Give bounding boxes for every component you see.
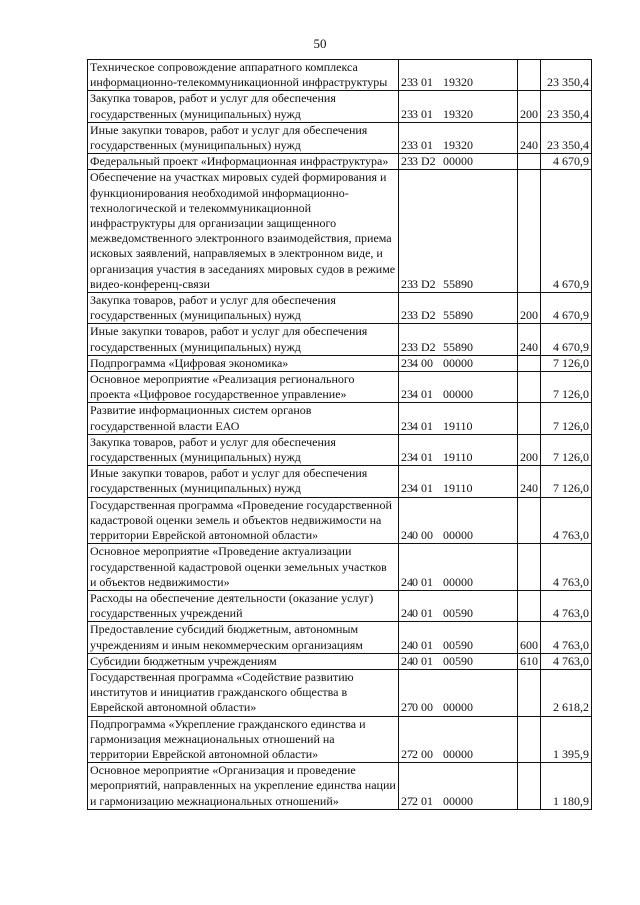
- row-expense-type: [518, 170, 541, 293]
- row-expense-type: [518, 590, 541, 621]
- code-part: 23: [401, 75, 413, 90]
- code-part: 23: [401, 355, 413, 370]
- row-name: Федеральный проект «Информационная инфраструктура»: [88, 154, 399, 170]
- code-part: 23: [401, 481, 413, 496]
- row-amount: 4 670,9: [541, 324, 592, 355]
- code-part: 01: [421, 574, 433, 589]
- row-amount: 7 126,0: [541, 466, 592, 497]
- row-code: [399, 763, 518, 810]
- code-part: 23: [401, 276, 413, 291]
- code-part: 4: [412, 418, 418, 433]
- row-code: [399, 466, 518, 497]
- code-part: 01: [421, 450, 433, 465]
- code-part: 23: [401, 138, 413, 153]
- row-code: [399, 60, 518, 91]
- code-part: 00: [421, 700, 433, 715]
- row-code: [399, 497, 518, 544]
- code-part: 01: [421, 75, 433, 90]
- code-part: 00000: [443, 528, 473, 543]
- code-part: 01: [421, 106, 433, 121]
- row-name: Иные закупки товаров, работ и услуг для обеспечения государственных (муниципальных) нужд: [88, 324, 399, 355]
- code-part: 0: [412, 528, 418, 543]
- row-name: Закупка товаров, работ и услуг для обеспечения государственных (муниципальных) нужд: [88, 293, 399, 324]
- row-amount: 23 350,4: [541, 122, 592, 153]
- table-row: [88, 122, 592, 153]
- table-row: [88, 293, 592, 324]
- row-name: Иные закупки товаров, работ и услуг для обеспечения государственных (муниципальных) нужд: [88, 466, 399, 497]
- code-part: 4: [412, 355, 418, 370]
- row-name: Субсидии бюджетным учреждениям: [88, 653, 399, 669]
- code-part: 00: [421, 355, 433, 370]
- row-name: Иные закупки товаров, работ и услуг для обеспечения государственных (муниципальных) нужд: [88, 122, 399, 153]
- code-part: 19320: [443, 138, 473, 153]
- row-name: Предоставление субсидий бюджетным, автономным учреждениям и иным некоммерческим организациям: [88, 622, 399, 653]
- table-row: [88, 763, 592, 810]
- row-expense-type: [518, 60, 541, 91]
- row-code: [399, 293, 518, 324]
- code-part: 3: [412, 308, 418, 323]
- row-name: Техническое сопровождение аппаратного комплекса информационно-телекоммуникационной инфраструктуры: [88, 60, 399, 91]
- code-part: 27: [401, 700, 413, 715]
- row-code: [399, 590, 518, 621]
- budget-table-body: [88, 60, 592, 810]
- row-expense-type: 200: [518, 434, 541, 465]
- code-part: 23: [401, 106, 413, 121]
- code-part: 55890: [443, 308, 473, 323]
- row-expense-type: [518, 154, 541, 170]
- row-expense-type: 240: [518, 324, 541, 355]
- code-part: 01: [421, 793, 433, 808]
- code-part: 00000: [443, 700, 473, 715]
- code-part: D2: [421, 276, 436, 291]
- code-part: 23: [401, 308, 413, 323]
- code-part: 3: [412, 75, 418, 90]
- row-expense-type: 200: [518, 293, 541, 324]
- code-part: 01: [421, 418, 433, 433]
- code-part: 3: [412, 339, 418, 354]
- code-part: 00000: [443, 387, 473, 402]
- code-part: 01: [421, 653, 433, 668]
- code-part: 3: [412, 154, 418, 169]
- row-code: [399, 403, 518, 434]
- row-expense-type: 240: [518, 122, 541, 153]
- row-amount: 7 126,0: [541, 434, 592, 465]
- row-amount: 2 618,2: [541, 669, 592, 716]
- row-name: Обеспечение на участках мировых судей формирования и функционирования необходимой информационно-технологической и телекоммуникационной инфраструктуры для организации защищенного межведомственного электронного взаимодействия, приема исковых заявлений, направляемых в электронном виде, и организация участия в заседаниях мировых судов в режиме видео-конференц-связи: [88, 170, 399, 293]
- table-row: [88, 653, 592, 669]
- code-part: 00000: [443, 574, 473, 589]
- code-part: 00000: [443, 355, 473, 370]
- table-row: [88, 622, 592, 653]
- code-part: 00590: [443, 637, 473, 652]
- code-part: 4: [412, 481, 418, 496]
- table-row: [88, 403, 592, 434]
- code-part: 55890: [443, 339, 473, 354]
- row-name: Подпрограмма «Цифровая экономика»: [88, 355, 399, 371]
- row-expense-type: [518, 544, 541, 591]
- row-name: Основное мероприятие «Проведение актуализации государственной кадастровой оценки земельных участков и объектов недвижимости»: [88, 544, 399, 591]
- code-part: 01: [421, 481, 433, 496]
- row-amount: 4 763,0: [541, 622, 592, 653]
- row-name: Государственная программа «Проведение государственной кадастровой оценки земель и объектов недвижимости на территории Еврейской автономной области»: [88, 497, 399, 544]
- row-expense-type: [518, 497, 541, 544]
- row-expense-type: 240: [518, 466, 541, 497]
- row-expense-type: [518, 716, 541, 763]
- code-part: 3: [412, 106, 418, 121]
- code-part: 19320: [443, 75, 473, 90]
- row-code: [399, 154, 518, 170]
- row-amount: 4 670,9: [541, 154, 592, 170]
- row-amount: 1 180,9: [541, 763, 592, 810]
- code-part: 19110: [443, 418, 473, 433]
- row-amount: 7 126,0: [541, 403, 592, 434]
- code-part: 00000: [443, 746, 473, 761]
- row-code: [399, 653, 518, 669]
- table-row: [88, 324, 592, 355]
- code-part: 55890: [443, 276, 473, 291]
- code-part: 19110: [443, 450, 473, 465]
- code-part: 24: [401, 637, 413, 652]
- code-part: 00: [421, 746, 433, 761]
- code-part: 00: [421, 528, 433, 543]
- code-part: 01: [421, 138, 433, 153]
- row-expense-type: [518, 403, 541, 434]
- row-amount: 4 670,9: [541, 170, 592, 293]
- code-part: 01: [421, 606, 433, 621]
- code-part: 0: [412, 606, 418, 621]
- table-row: [88, 170, 592, 293]
- row-amount: 4 763,0: [541, 653, 592, 669]
- code-part: 23: [401, 418, 413, 433]
- code-part: 00000: [443, 793, 473, 808]
- code-part: 24: [401, 606, 413, 621]
- row-name: Расходы на обеспечение деятельности (оказание услуг) государственных учреждений: [88, 590, 399, 621]
- row-amount: 4 670,9: [541, 293, 592, 324]
- table-row: [88, 60, 592, 91]
- code-part: 01: [421, 387, 433, 402]
- code-part: 0: [412, 653, 418, 668]
- code-part: 00590: [443, 606, 473, 621]
- code-part: 23: [401, 339, 413, 354]
- table-row: [88, 355, 592, 371]
- row-amount: 7 126,0: [541, 355, 592, 371]
- code-part: D2: [421, 154, 436, 169]
- row-expense-type: 200: [518, 91, 541, 122]
- code-part: 24: [401, 574, 413, 589]
- code-part: 0: [412, 700, 418, 715]
- table-row: [88, 590, 592, 621]
- table-row: [88, 716, 592, 763]
- code-part: D2: [421, 308, 436, 323]
- code-part: 27: [401, 793, 413, 808]
- code-part: 2: [412, 793, 418, 808]
- table-row: [88, 434, 592, 465]
- code-part: 19320: [443, 106, 473, 121]
- code-part: 3: [412, 138, 418, 153]
- row-amount: 23 350,4: [541, 60, 592, 91]
- row-code: [399, 434, 518, 465]
- page-number: 50: [313, 36, 327, 51]
- table-row: [88, 466, 592, 497]
- code-part: 23: [401, 387, 413, 402]
- row-amount: 7 126,0: [541, 372, 592, 403]
- row-amount: 1 395,9: [541, 716, 592, 763]
- table-row: [88, 154, 592, 170]
- row-amount: 4 763,0: [541, 590, 592, 621]
- row-name: Подпрограмма «Укрепление гражданского единства и гармонизация межнациональных отношений на территории Еврейской автономной области»: [88, 716, 399, 763]
- row-name: Основное мероприятие «Реализация регионального проекта «Цифровое государственное управление»: [88, 372, 399, 403]
- row-code: [399, 170, 518, 293]
- row-name: Закупка товаров, работ и услуг для обеспечения государственных (муниципальных) нужд: [88, 434, 399, 465]
- code-part: 23: [401, 154, 413, 169]
- code-part: 27: [401, 746, 413, 761]
- row-code: [399, 372, 518, 403]
- code-part: 4: [412, 387, 418, 402]
- table-row: [88, 544, 592, 591]
- code-part: 2: [412, 746, 418, 761]
- code-part: 3: [412, 276, 418, 291]
- row-name: Основное мероприятие «Организация и проведение мероприятий, направленных на укрепление единства нации и гармонизацию межнациональных отношений»: [88, 763, 399, 810]
- row-expense-type: 600: [518, 622, 541, 653]
- row-code: [399, 324, 518, 355]
- code-part: 00590: [443, 653, 473, 668]
- code-part: 0: [412, 637, 418, 652]
- row-name: Развитие информационных систем органов государственной власти ЕАО: [88, 403, 399, 434]
- row-amount: 4 763,0: [541, 497, 592, 544]
- code-part: 4: [412, 450, 418, 465]
- row-code: [399, 622, 518, 653]
- row-code: [399, 355, 518, 371]
- row-code: [399, 91, 518, 122]
- code-part: 23: [401, 450, 413, 465]
- code-part: D2: [421, 339, 436, 354]
- row-code: [399, 122, 518, 153]
- code-part: 00000: [443, 154, 473, 169]
- code-part: 19110: [443, 481, 473, 496]
- budget-table: [87, 59, 592, 810]
- code-part: 01: [421, 637, 433, 652]
- row-expense-type: 610: [518, 653, 541, 669]
- row-code: [399, 544, 518, 591]
- row-expense-type: [518, 355, 541, 371]
- code-part: 0: [412, 574, 418, 589]
- row-name: Закупка товаров, работ и услуг для обеспечения государственных (муниципальных) нужд: [88, 91, 399, 122]
- row-name: Государственная программа «Содействие развитию институтов и инициатив гражданского общества в Еврейской автономной области»: [88, 669, 399, 716]
- row-code: [399, 716, 518, 763]
- row-expense-type: [518, 669, 541, 716]
- table-row: [88, 497, 592, 544]
- row-expense-type: [518, 763, 541, 810]
- table-row: [88, 91, 592, 122]
- row-amount: 23 350,4: [541, 91, 592, 122]
- row-expense-type: [518, 372, 541, 403]
- row-code: [399, 669, 518, 716]
- table-row: [88, 372, 592, 403]
- code-part: 24: [401, 653, 413, 668]
- code-part: 24: [401, 528, 413, 543]
- table-row: [88, 669, 592, 716]
- row-amount: 4 763,0: [541, 544, 592, 591]
